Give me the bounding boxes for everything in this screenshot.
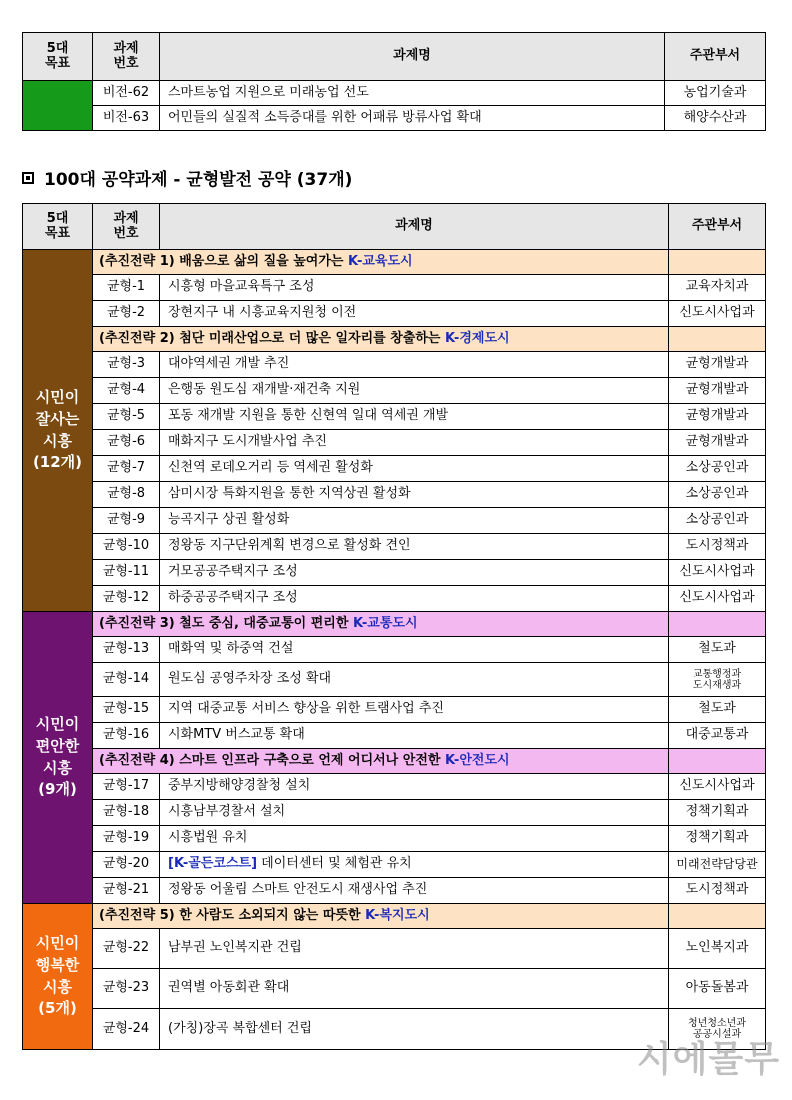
square-bullet-icon (22, 172, 34, 184)
task-dept: 균형개발과 (669, 404, 766, 430)
strategy-text: (추진전략 4) 스마트 인프라 구축으로 언제 어디서나 안전한 (99, 752, 445, 768)
task-number: 균형-8 (93, 482, 160, 508)
task-name: 시흥형 마을교육특구 조성 (160, 275, 669, 301)
header-number-text: 과제 번호 (113, 41, 139, 71)
strategy-k-name: K-교통도시 (352, 615, 418, 631)
header-number (93, 33, 160, 81)
task-name: 권역별 아동회관 확대 (160, 969, 669, 1009)
goal-cell-comfortable (23, 612, 93, 904)
task-number: 균형-4 (93, 378, 160, 404)
task-dept: 소상공인과 (669, 482, 766, 508)
strategy-dept-empty (669, 250, 766, 275)
strategy-dept-empty (669, 749, 766, 774)
task-number: 균형-5 (93, 404, 160, 430)
task-name: (가칭)장곡 복합센터 건립 (160, 1009, 669, 1050)
task-number: 균형-2 (93, 301, 160, 327)
task-number: 균형-6 (93, 430, 160, 456)
task-name: 은행동 원도심 재개발·재건축 지원 (160, 378, 669, 404)
task-dept: 정책기획과 (669, 826, 766, 852)
section-title (22, 165, 352, 190)
task-name: 시흥남부경찰서 설치 (160, 800, 669, 826)
goal-cell-prosperous (23, 250, 93, 612)
task-number: 균형-7 (93, 456, 160, 482)
header-goal (23, 204, 93, 250)
task-name: 지역 대중교통 서비스 향상을 위한 트램사업 추진 (160, 697, 669, 723)
task-name-rest: 데이터센터 및 체험관 유치 (257, 856, 412, 872)
header-goal-text: 5대 목표 (44, 41, 71, 71)
header-goal (23, 33, 93, 81)
task-dept: 도시정책과 (669, 534, 766, 560)
task-number: 균형-23 (93, 969, 160, 1009)
task-number: 균형-1 (93, 275, 160, 301)
goal-label: 시민이 잘사는 시흥 (12개) (32, 388, 83, 472)
task-number: 균형-14 (93, 663, 160, 697)
header-number-text: 과제 번호 (113, 211, 139, 241)
task-dept: 도시정책과 (669, 878, 766, 904)
task-name (160, 852, 669, 878)
task-name: 매화지구 도시개발사업 추진 (160, 430, 669, 456)
task-name: 남부권 노인복지관 건립 (160, 929, 669, 969)
task-dept: 정책기획과 (669, 800, 766, 826)
strategy-text: (추진전략 5) 한 사람도 소외되지 않는 따뜻한 (99, 907, 366, 923)
strategy-row-1 (93, 250, 669, 275)
strategy-k-name: K-경제도시 (444, 330, 510, 346)
task-number: 균형-10 (93, 534, 160, 560)
strategy-dept-empty (669, 904, 766, 929)
task-number: 균형-22 (93, 929, 160, 969)
goal-cell-vision (23, 81, 93, 131)
header-number (93, 204, 160, 250)
header-dept: 주관부서 (665, 33, 766, 81)
header-name: 과제명 (160, 204, 669, 250)
task-dept: 소상공인과 (669, 508, 766, 534)
goal-label: 시민이 행복한 시흥 (5개) (35, 934, 80, 1018)
task-number: 균형-3 (93, 352, 160, 378)
task-number: 균형-11 (93, 560, 160, 586)
task-number: 균형-13 (93, 637, 160, 663)
task-name: 스마트농업 지원으로 미래농업 선도 (160, 81, 665, 106)
strategy-text: (추진전략 3) 철도 중심, 대중교통이 편리한 (99, 615, 353, 631)
task-number: 균형-18 (93, 800, 160, 826)
header-name: 과제명 (160, 33, 665, 81)
task-name: 포동 재개발 지원을 통한 신현역 일대 역세권 개발 (160, 404, 669, 430)
task-number: 비전-63 (93, 106, 160, 131)
task-number: 균형-9 (93, 508, 160, 534)
strategy-row-2 (93, 327, 669, 352)
task-name: 매화역 및 하중역 건설 (160, 637, 669, 663)
task-dept: 철도과 (669, 637, 766, 663)
task-name-highlight: [K-골든코스트] (168, 856, 258, 872)
task-dept: 균형개발과 (669, 352, 766, 378)
task-dept: 균형개발과 (669, 378, 766, 404)
task-name: 정왕동 지구단위계획 변경으로 활성화 견인 (160, 534, 669, 560)
task-name: 정왕동 어울림 스마트 안전도시 재생사업 추진 (160, 878, 669, 904)
task-number: 균형-16 (93, 723, 160, 749)
task-dept: 신도시사업과 (669, 774, 766, 800)
strategy-text: (추진전략 1) 배움으로 삶의 질을 높여가는 (99, 253, 349, 269)
strategy-k-name: K-복지도시 (365, 907, 430, 923)
task-dept: 미래전략담당관 (669, 852, 766, 878)
task-number: 균형-19 (93, 826, 160, 852)
task-number: 균형-20 (93, 852, 160, 878)
task-name: 장현지구 내 시흥교육지원청 이전 (160, 301, 669, 327)
task-name: 중부지방해양경찰청 설치 (160, 774, 669, 800)
task-name: 시화MTV 버스교통 확대 (160, 723, 669, 749)
strategy-k-name: K-교육도시 (348, 253, 413, 269)
watermark: 시에몰무 (636, 1039, 780, 1080)
header-goal-text: 5대 목표 (44, 211, 71, 241)
strategy-row-5 (93, 904, 669, 929)
task-name: 능곡지구 상권 활성화 (160, 508, 669, 534)
task-number: 균형-21 (93, 878, 160, 904)
task-name: 거모공공주택지구 조성 (160, 560, 669, 586)
task-dept: 균형개발과 (669, 430, 766, 456)
strategy-row-4 (93, 749, 669, 774)
header-dept: 주관부서 (669, 204, 766, 250)
task-number: 균형-17 (93, 774, 160, 800)
task-dept: 교육자치과 (669, 275, 766, 301)
task-name: 신천역 로데오거리 등 역세권 활성화 (160, 456, 669, 482)
strategy-text: (추진전략 2) 첨단 미래산업으로 더 많은 일자리를 창출하는 (99, 330, 445, 346)
task-number: 균형-24 (93, 1009, 160, 1050)
task-dept: 철도과 (669, 697, 766, 723)
task-number: 균형-12 (93, 586, 160, 612)
task-number: 균형-15 (93, 697, 160, 723)
task-dept: 신도시사업과 (669, 301, 766, 327)
main-table (22, 203, 766, 1050)
section-title-text: 100대 공약과제 - 균형발전 공약 (37개) (44, 170, 353, 190)
strategy-dept-empty (669, 612, 766, 637)
top-table (22, 32, 766, 131)
task-name: 어민들의 실질적 소득증대를 위한 어패류 방류사업 확대 (160, 106, 665, 131)
task-dept: 신도시사업과 (669, 560, 766, 586)
task-name: 원도심 공영주차장 조성 확대 (160, 663, 669, 697)
task-dept: 신도시사업과 (669, 586, 766, 612)
strategy-k-name: K-안전도시 (444, 752, 510, 768)
task-name: 하중공공주택지구 조성 (160, 586, 669, 612)
task-dept: 농업기술과 (665, 81, 766, 106)
task-name: 삼미시장 특화지원을 통한 지역상권 활성화 (160, 482, 669, 508)
goal-label: 시민이 편안한 시흥 (9개) (35, 715, 80, 799)
task-dept: 교통행정과 도시재생과 (669, 663, 766, 697)
task-name: 대야역세권 개발 추진 (160, 352, 669, 378)
task-number: 비전-62 (93, 81, 160, 106)
task-dept: 대중교통과 (669, 723, 766, 749)
task-dept: 청년청소년과 공공시설과 (669, 1009, 766, 1050)
task-dept: 소상공인과 (669, 456, 766, 482)
goal-cell-happy (23, 904, 93, 1050)
task-dept: 노인복지과 (669, 929, 766, 969)
task-dept: 해양수산과 (665, 106, 766, 131)
task-dept: 아동돌봄과 (669, 969, 766, 1009)
task-name: 시흥법원 유치 (160, 826, 669, 852)
strategy-dept-empty (669, 327, 766, 352)
strategy-row-3 (93, 612, 669, 637)
